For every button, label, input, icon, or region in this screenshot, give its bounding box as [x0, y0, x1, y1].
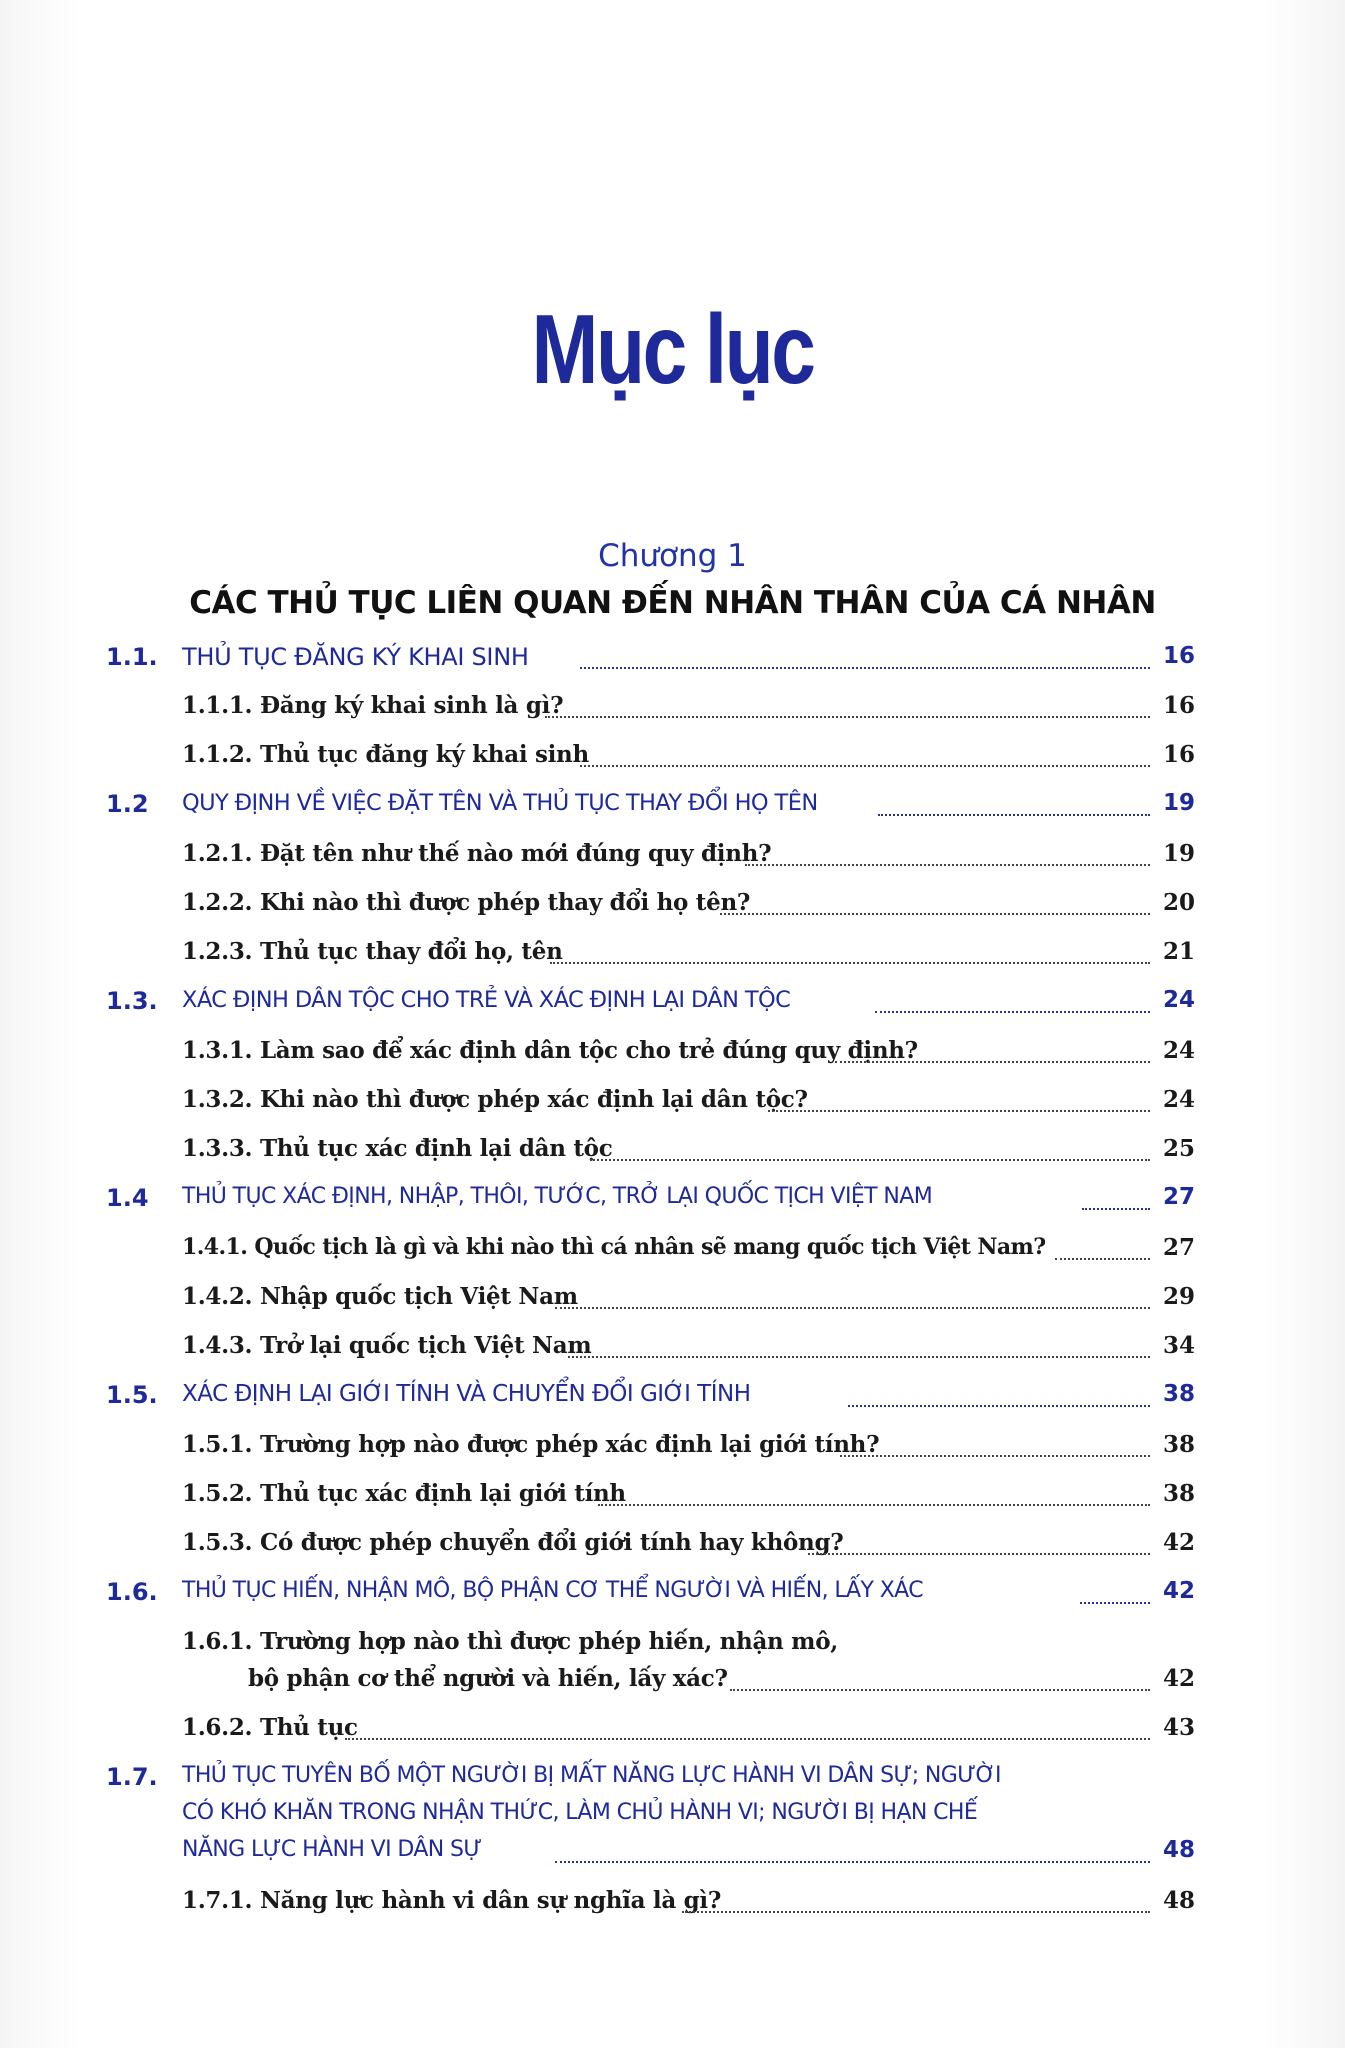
page-number: 38	[1162, 1431, 1195, 1458]
item-title: 1.4.3. Trở lại quốc tịch Việt Nam	[182, 1332, 592, 1359]
section-title: QUY ĐỊNH VỀ VIỆC ĐẶT TÊN VÀ THỦ TỤC THAY ĐỔI HỌ TÊN	[182, 790, 818, 816]
dot-leader	[598, 1504, 1150, 1506]
dot-leader	[730, 1689, 1150, 1691]
page-number: 42	[1162, 1665, 1195, 1692]
dot-leader	[875, 1011, 1150, 1013]
page-number: 24	[1162, 1037, 1195, 1064]
dot-leader	[720, 913, 1150, 915]
item-title: 1.1.1. Đăng ký khai sinh là gì?	[182, 692, 564, 719]
dot-leader	[550, 962, 1150, 964]
dot-leader	[1082, 1208, 1150, 1210]
item-title: 1.2.1. Đặt tên như thế nào mới đúng quy định?	[182, 840, 772, 867]
item-title: 1.5.2. Thủ tục xác định lại giới tính	[182, 1480, 626, 1507]
page-number: 24	[1162, 987, 1195, 1013]
section-number: 1.1.	[106, 643, 158, 671]
section-title-continued: NĂNG LỰC HÀNH VI DÂN SỰ	[182, 1837, 482, 1862]
section-title: THỦ TỤC HIẾN, NHẬN MÔ, BỘ PHẬN CƠ THỂ NGƯỜI VÀ HIẾN, LẤY XÁC	[182, 1578, 924, 1603]
chapter-title: CÁC THỦ TỤC LIÊN QUAN ĐẾN NHÂN THÂN CỦA CÁ NHÂN	[189, 585, 1156, 621]
item-title: 1.6.1. Trường hợp nào thì được phép hiến, nhận mô,	[182, 1628, 838, 1655]
item-title: 1.5.1. Trường hợp nào được phép xác định lại giới tính?	[182, 1431, 880, 1458]
page-number: 21	[1162, 938, 1195, 965]
dot-leader	[840, 1455, 1150, 1457]
dot-leader	[1055, 1258, 1150, 1260]
section-title: THỦ TỤC ĐĂNG KÝ KHAI SINH	[182, 643, 529, 671]
section-title: THỦ TỤC XÁC ĐỊNH, NHẬP, THÔI, TƯỚC, TRỞ LẠI QUỐC TỊCH VIỆT NAM	[182, 1184, 933, 1209]
page-number: 16	[1162, 643, 1195, 669]
page-number: 16	[1162, 741, 1195, 768]
item-title: 1.1.2. Thủ tục đăng ký khai sinh	[182, 741, 589, 768]
page-number: 34	[1162, 1332, 1195, 1359]
item-title: 1.3.2. Khi nào thì được phép xác định lại dân tộc?	[182, 1086, 808, 1113]
section-title: THỦ TỤC TUYÊN BỐ MỘT NGƯỜI BỊ MẤT NĂNG LỰC HÀNH VI DÂN SỰ; NGƯỜI	[182, 1763, 1001, 1788]
dot-leader	[682, 1911, 1150, 1913]
dot-leader	[345, 1738, 1150, 1740]
dot-leader	[555, 1861, 1150, 1863]
item-title-continued: bộ phận cơ thể người và hiến, lấy xác?	[248, 1665, 728, 1692]
page-number: 42	[1162, 1578, 1195, 1604]
page-title: Mục lục	[531, 294, 814, 404]
item-title: 1.2.3. Thủ tục thay đổi họ, tên	[182, 938, 563, 965]
page-number: 16	[1162, 692, 1195, 719]
item-title: 1.7.1. Năng lực hành vi dân sự nghĩa là gì?	[182, 1887, 722, 1914]
section-number: 1.7.	[106, 1763, 158, 1791]
dot-leader	[835, 1061, 1150, 1063]
item-title: 1.6.2. Thủ tục	[182, 1714, 358, 1741]
page-number: 19	[1162, 840, 1195, 867]
section-title: XÁC ĐỊNH LẠI GIỚI TÍNH VÀ CHUYỂN ĐỔI GIỚI TÍNH	[182, 1381, 751, 1407]
dot-leader	[878, 814, 1150, 816]
dot-leader	[768, 1110, 1150, 1112]
dot-leader	[568, 1356, 1150, 1358]
page-number: 20	[1162, 889, 1195, 916]
section-title: XÁC ĐỊNH DÂN TỘC CHO TRẺ VÀ XÁC ĐỊNH LẠI DÂN TỘC	[182, 987, 791, 1013]
dot-leader	[555, 1307, 1150, 1309]
page-number: 42	[1162, 1529, 1195, 1556]
item-title: 1.3.3. Thủ tục xác định lại dân tộc	[182, 1135, 613, 1162]
item-title: 1.2.2. Khi nào thì được phép thay đổi họ tên?	[182, 889, 751, 916]
dot-leader	[808, 1553, 1150, 1555]
chapter-label: Chương 1	[598, 538, 747, 574]
dot-leader	[745, 864, 1150, 866]
section-number: 1.5.	[106, 1381, 158, 1409]
item-title: 1.4.2. Nhập quốc tịch Việt Nam	[182, 1283, 578, 1310]
section-number: 1.6.	[106, 1578, 158, 1606]
page-number: 48	[1162, 1887, 1195, 1914]
dot-leader	[590, 1159, 1150, 1161]
page-number: 48	[1162, 1837, 1195, 1863]
page-number: 43	[1162, 1714, 1195, 1741]
section-title-continued: CÓ KHÓ KHĂN TRONG NHẬN THỨC, LÀM CHỦ HÀNH VI; NGƯỜI BỊ HẠN CHẾ	[182, 1800, 978, 1825]
section-number: 1.3.	[106, 987, 158, 1015]
page-number: 27	[1162, 1234, 1195, 1261]
page-number: 29	[1162, 1283, 1195, 1310]
page-number: 24	[1162, 1086, 1195, 1113]
page-number: 19	[1162, 790, 1195, 816]
item-title: 1.3.1. Làm sao để xác định dân tộc cho trẻ đúng quy định?	[182, 1037, 918, 1064]
page-number: 38	[1162, 1381, 1195, 1407]
page-number: 25	[1162, 1135, 1195, 1162]
page-number: 38	[1162, 1480, 1195, 1507]
dot-leader	[580, 667, 1150, 669]
item-title: 1.5.3. Có được phép chuyển đổi giới tính hay không?	[182, 1529, 844, 1556]
page-number: 27	[1162, 1184, 1195, 1210]
section-number: 1.2	[106, 790, 149, 818]
dot-leader	[1080, 1602, 1150, 1604]
dot-leader	[848, 1405, 1150, 1407]
dot-leader	[545, 716, 1150, 718]
section-number: 1.4	[106, 1184, 149, 1212]
item-title: 1.4.1. Quốc tịch là gì và khi nào thì cá nhân sẽ mang quốc tịch Việt Nam?	[182, 1234, 1046, 1260]
dot-leader	[580, 765, 1150, 767]
